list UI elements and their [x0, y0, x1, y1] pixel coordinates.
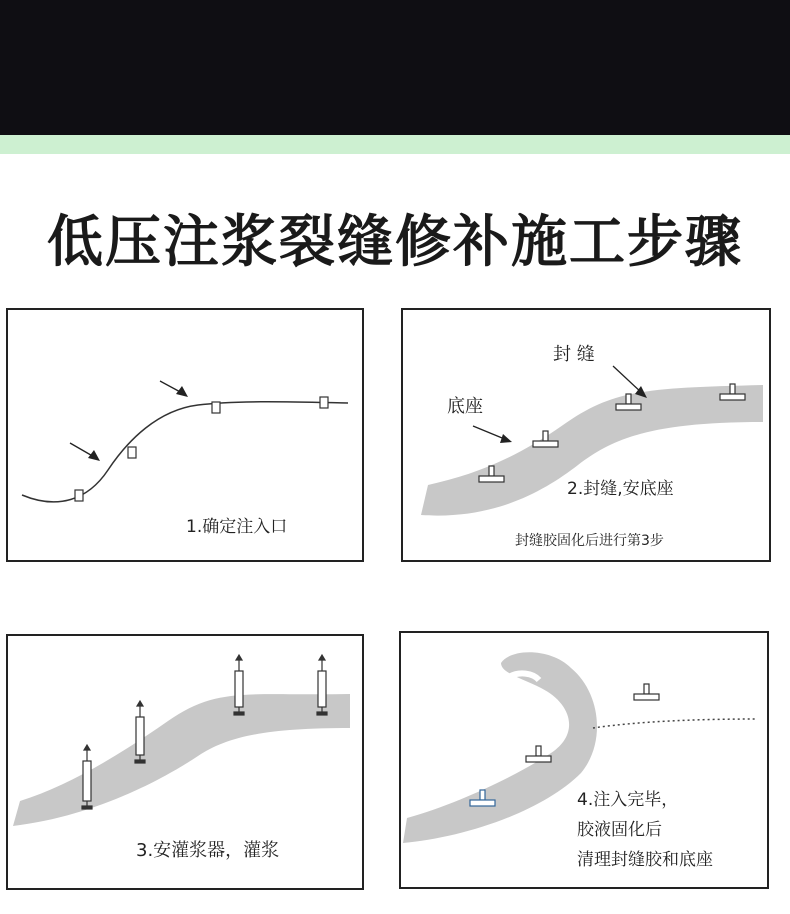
pointer-arrow-icon: [160, 381, 188, 397]
step-2-panel: [401, 308, 771, 562]
pointer-arrow-icon: [473, 426, 512, 443]
step-1-diagram: [8, 310, 362, 560]
seal-label: 封 缝: [553, 344, 595, 365]
header-dark-band: [0, 0, 790, 135]
pointer-arrow-icon: [70, 443, 100, 461]
injection-port-marker: [320, 397, 328, 408]
page-title: 低压注浆裂缝修补施工步骤: [47, 210, 743, 275]
injection-port-marker: [212, 402, 220, 413]
crack-band: [403, 652, 597, 843]
step-4-panel: [399, 631, 769, 889]
injection-base-icon: [526, 746, 551, 762]
accent-band: [0, 135, 790, 154]
base-label: 底座: [447, 396, 483, 417]
step-1-caption: 1.确定注入口: [186, 517, 288, 537]
grout-injector-icon: [135, 701, 145, 763]
injection-base-icon: [634, 684, 659, 700]
step-2-note: 封缝胶固化后进行第3步: [515, 533, 664, 549]
step-4-line-3: 清理封缝胶和底座: [577, 850, 713, 870]
injection-port-marker: [128, 447, 136, 458]
step-3-panel: [6, 634, 364, 890]
step-4-line-2: 胶液固化后: [577, 820, 662, 840]
step-3-caption: 3.安灌浆器，灌浆: [136, 840, 280, 861]
step-2-caption: 2.封缝,安底座: [567, 479, 674, 499]
grout-injector-icon: [234, 655, 244, 715]
pointer-arrow-icon: [613, 366, 647, 398]
grout-injector-icon: [82, 745, 92, 809]
step-4-line-1: 4.注入完毕，: [577, 790, 679, 810]
sealed-crack-line: [593, 719, 757, 728]
step-1-panel: [6, 308, 364, 562]
crack-band: [13, 694, 350, 826]
injection-port-marker: [75, 490, 83, 501]
grout-injector-icon: [317, 655, 327, 715]
